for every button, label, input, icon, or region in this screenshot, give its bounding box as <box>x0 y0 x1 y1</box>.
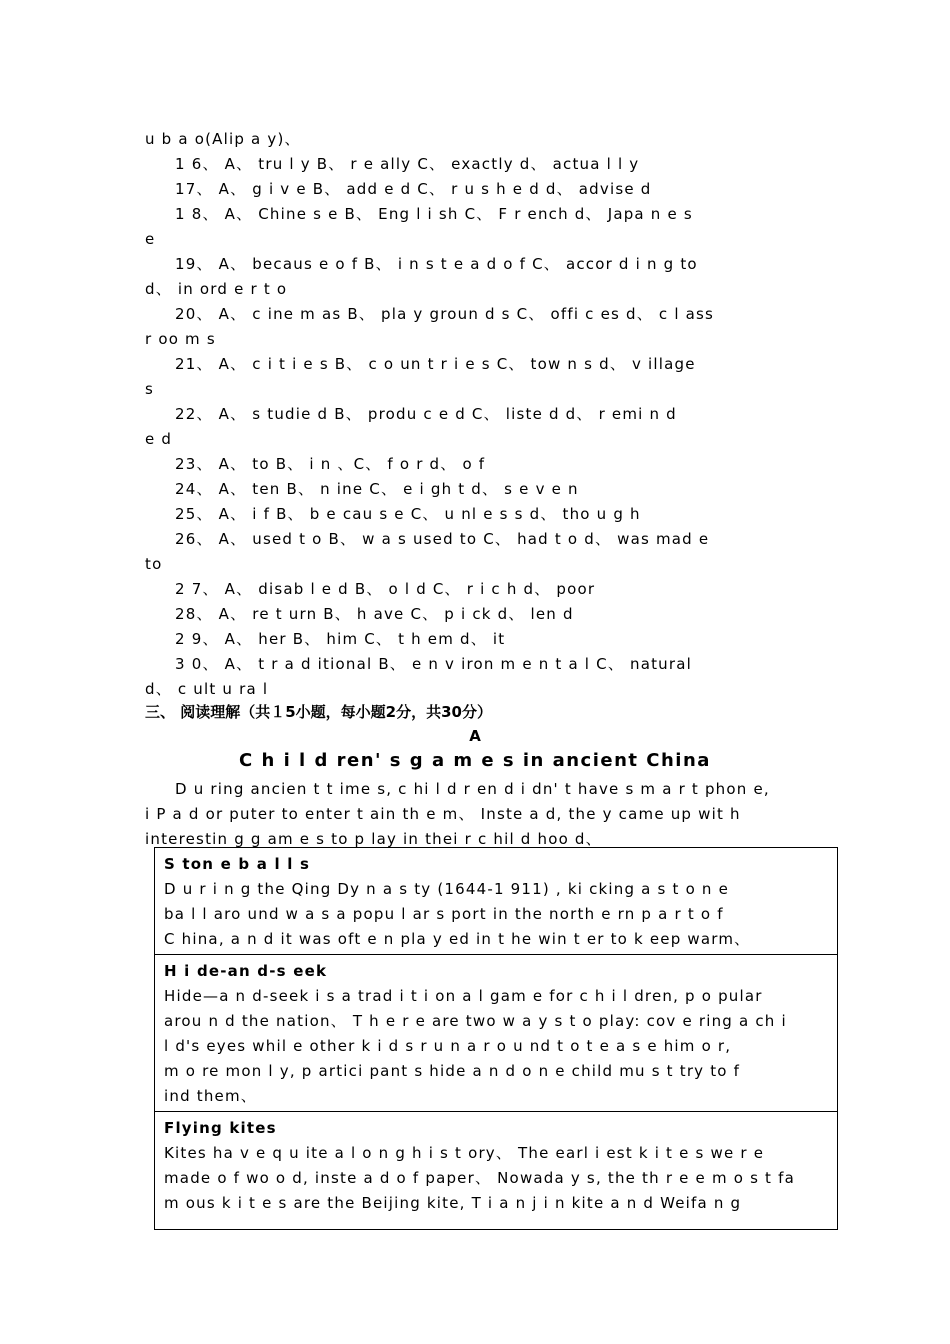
section-heading: 三、 阅读理解（共１5小题，每小题2分，共30分） <box>145 703 492 721</box>
row-text: Hide—a n d-seek i s a trad i t i on a l gam e for c h i l dren, p o pular arou n d the nation、 T h e r e are two w a y s t o play: cov e ring a ch i l d's eyes whil e other k i d s r u n a r o u nd t o t e a s e him o r, m o re mon l y, p artici pant s hide a n d o n e child mu s t try to f ind them、 <box>164 987 787 1105</box>
text-line: s <box>145 380 155 398</box>
games-table <box>154 847 838 1230</box>
question-27: 2 7、 A、 disab l e d B、 o l d C、 r i c h d、 poor <box>175 580 596 598</box>
text-line: to <box>145 555 163 573</box>
question-30: 3 0、 A、 t r a d itional B、 e n v iron m e n t a l C、 natural <box>175 655 692 673</box>
passage-title: C h i l d ren' s g a m e s in ancient China <box>239 750 711 771</box>
question-20: 20、 A、 c ine m as B、 pla y groun d s C、 offi c es d、 c l ass <box>175 305 715 323</box>
text-line: d、 in ord e r t o <box>145 280 288 298</box>
question-28: 28、 A、 re t urn B、 h ave C、 p i ck d、 len d <box>175 605 574 623</box>
question-18: 1 8、 A、 Chine s e B、 Eng l i sh C、 F r ench d、 Japa n e s <box>175 205 693 223</box>
text-line: e <box>145 230 156 248</box>
question-25: 25、 A、 i f B、 b e cau s e C、 u nl e s s d、 tho u g h <box>175 505 641 523</box>
intro-line: D u ring ancien t t ime s, c hi l d r en d i dn' t have s m a r t phon e, <box>175 780 770 798</box>
row-heading: H i de-an d-s eek <box>164 962 328 980</box>
text-line: d、 c ult u ra l <box>145 680 269 698</box>
question-29: 2 9、 A、 her B、 him C、 t h em d、 it <box>175 630 506 648</box>
passage-letter: A <box>469 727 481 745</box>
intro-line: interestin g g am e s to p lay in thei r c hil d hoo d、 <box>145 830 602 848</box>
question-19: 19、 A、 becaus e o f B、 i n s t e a d o f C、 accor d i n g to <box>175 255 698 273</box>
row-text: D u r i n g the Qing Dy n a s ty (1644-1 911) , ki cking a s t o n e ba l l aro und w a s a popu l ar s port in the north e rn p a r t o f C hina, a n d it was oft e n pla y ed in t he win t er to k eep warm、 <box>164 880 751 948</box>
row-heading: S ton e b a l l s <box>164 855 311 873</box>
question-26: 26、 A、 used t o B、 w a s used to C、 had t o d、 was mad e <box>175 530 710 548</box>
question-21: 21、 A、 c i t i e s B、 c o un t r i e s C、 tow n s d、 v illage <box>175 355 696 373</box>
text-line: e d <box>145 430 173 448</box>
table-row <box>155 1112 837 1229</box>
question-22: 22、 A、 s tudie d B、 produ c e d C、 liste d d、 r emi n d <box>175 405 677 423</box>
text-line: u b a o(Alip a y)、 <box>145 130 301 148</box>
question-17: 17、 A、 g i v e B、 add e d C、 r u s h e d d、 advise d <box>175 180 652 198</box>
table-row <box>155 955 837 1112</box>
question-23: 23、 A、 to B、 i n 、C、 f o r d、 o f <box>175 455 486 473</box>
question-24: 24、 A、 ten B、 n ine C、 e i gh t d、 s e v e n <box>175 480 579 498</box>
text-line: r oo m s <box>145 330 216 348</box>
question-16: 1 6、 A、 tru l y B、 r e ally C、 exactly d、 actua l l y <box>175 155 640 173</box>
row-heading: Flying kites <box>164 1119 277 1137</box>
intro-line: i P a d or puter to enter t ain th e m、 Inste a d, the y came up wit h <box>145 805 741 823</box>
table-row <box>155 848 837 955</box>
row-text: Kites ha v e q u ite a l o n g h i s t ory、 The earl i est k i t e s we r e made o f wo o d, inste a d o f paper、 Nowada y s, the th r e e m o s t fa m ous k i t e s are the Beijing kite, T i a n j i n kite a n d Weifa n g <box>164 1144 795 1212</box>
